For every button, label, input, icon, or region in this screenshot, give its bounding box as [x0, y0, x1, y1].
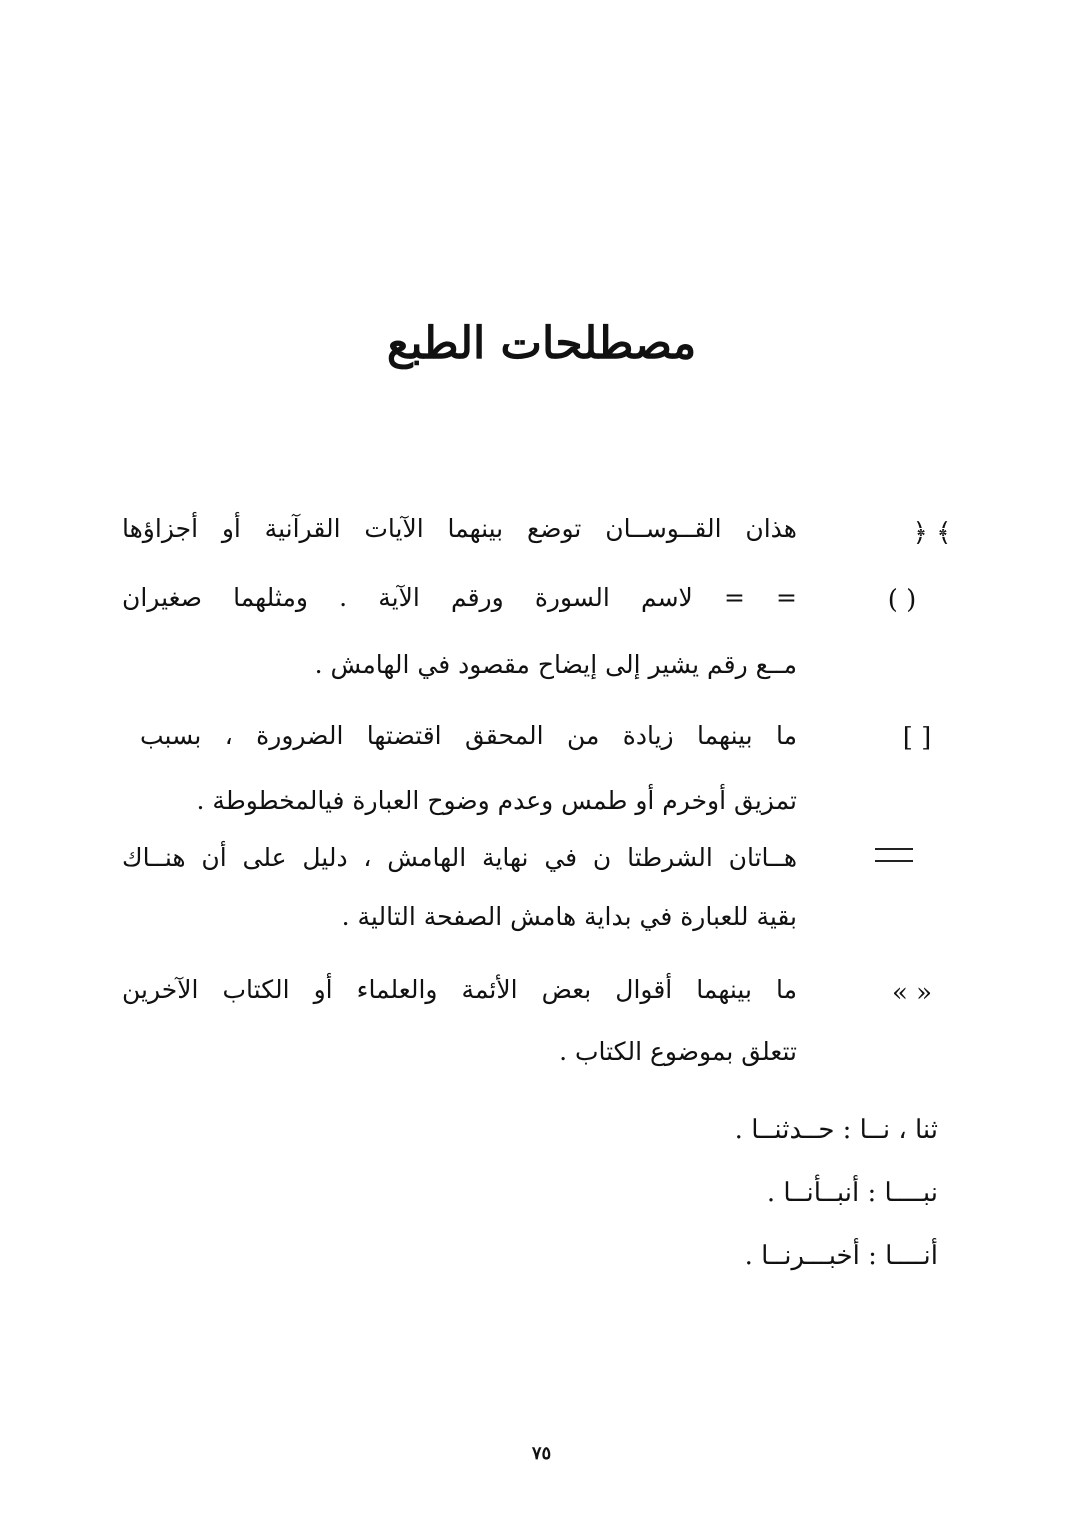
entry-2-line-2: مــع رقم يشير إلى إيضاح مقصود في الهامش . — [314, 650, 797, 679]
entry-3-line-2: تمزيق أوخرم أو طمس وعدم وضوح العبارة فيالمخطوطة . — [196, 786, 797, 815]
abbreviation-line: نبــــا : أنبــأنــا . — [766, 1178, 938, 1208]
entry-3-line-1: ما بينهما زيادة من المحقق اقتضتها الضرورة ، بسبب — [140, 721, 797, 750]
page-title: مصطلحات الطبع — [386, 318, 697, 369]
entry-symbol-parentheses: ( ) — [887, 585, 917, 615]
abbreviation-line: ثنا ، نــا : حــدثنــا . — [734, 1115, 938, 1145]
entry-2-line-1: = = لاسم السورة ورقم الآية . ومثلهما صغيران — [122, 583, 797, 612]
double-dash-symbol — [875, 848, 913, 862]
entry-5-line-2: تتعلق بموضوع الكتاب . — [559, 1037, 797, 1066]
entry-symbol-guillemets: « » — [891, 978, 933, 1008]
entry-symbol-square-brackets: [ ] — [902, 723, 932, 753]
entry-4-line-1: هــاتان الشرطتا ن في نهاية الهامش ، دليل على أن هنــاك — [122, 843, 797, 872]
entry-1-line-1: هذان القــوســان توضع بينهما الآيات القرآنية أو أجزاؤها — [122, 514, 797, 543]
page-number: ٧٥ — [531, 1443, 552, 1464]
abbreviation-line: أنــــا : أخبـــرنــا . — [744, 1241, 938, 1271]
entry-symbol-ornate-brackets: ﴿ ﴾ — [912, 518, 952, 548]
entry-4-line-2: بقية للعبارة في بداية هامش الصفحة التالية . — [341, 902, 797, 931]
entry-5-line-1: ما بينهما أقوال بعض الأئمة والعلماء أو الكتاب الآخرين — [122, 975, 797, 1004]
